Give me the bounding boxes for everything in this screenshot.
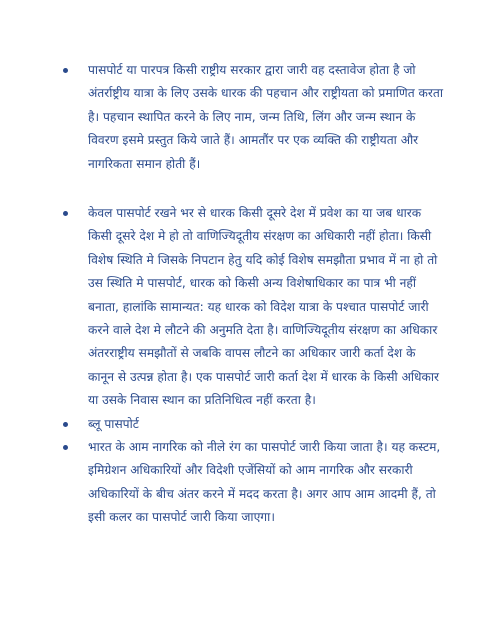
heading-blue-passport: ब्लू पासपोर्ट: [88, 416, 139, 431]
list-item: [60, 202, 445, 413]
bullet-list-2: [60, 202, 445, 530]
list-item: [60, 413, 445, 436]
list-item: [60, 59, 445, 176]
list-item: [60, 436, 445, 530]
bullet-list-1: [60, 59, 445, 176]
bullet-dot-icon: [63, 211, 68, 216]
bullet-dot-icon: [63, 68, 68, 73]
paragraph-passport-rights: केवल पासपोर्ट रखने भर से धारक किसी दूसरे देश में प्रवेश का या जब धारक किसी दूसरे देश मे हो तो वाणिज्यिदूतीय संरक्षण का अधिकारी नहीं होता। किसी विशेष स्थिति मे जिसके निपटान हेतु यदि कोई विशेष समझौता प्रभाव में ना हो तो उस स्थिति मे पासपोर्ट, धारक को किसी अन्य विशेषाधिकार का पात्र भी नहीं बनाता, हालांकि सामान्यत: यह धारक को विदेश यात्रा के पश्चात पासपोर्ट जारी करने वाले देश मे लौटने की अनुमति देता है। वाणिज्यिदूतीय संरक्षण का अधिकार अंतरराष्ट्रीय समझौतों से जबकि वापस लौटने का अधिकार जारी कर्ता देश के कानून से उत्पन्न होता है। एक पासपोर्ट जारी कर्ता देश में धारक के किसी अधिकार या उसके निवास स्थान का प्रतिनिधित्व नहीं करता है।: [88, 206, 440, 408]
bullet-dot-icon: [63, 445, 68, 450]
paragraph-passport-definition: पासपोर्ट या पारपत्र किसी राष्ट्रीय सरकार द्वारा जारी वह दस्तावेज होता है जो अंतर्राष्ट्रीय यात्रा के लिए उसके धारक की पहचान और राष्ट्रीयता को प्रमाणित करता है। पहचान स्थापित करने के लिए नाम, जन्म तिथि, लिंग और जन्म स्थान के विवरण इसमे प्रस्तुत किये जाते हैं। आमतौंर पर एक व्यक्ति की राष्ट्रीयता और नागरिकता समान होती हैं।: [88, 63, 444, 171]
bullet-dot-icon: [63, 422, 68, 427]
paragraph-blue-passport: भारत के आम नागरिक को नीले रंग का पासपोर्ट जारी किया जाता है। यह कस्टम, इमिग्रेशन अधिकारियों और विदेशी एजेंसियों को आम नागरिक और सरकारी अधिकारियों के बीच अंतर करने में मदद करता है। अगर आप आम आदमी हैं, तो इसी कलर का पासपोर्ट जारी किया जाएगा।: [88, 440, 441, 525]
